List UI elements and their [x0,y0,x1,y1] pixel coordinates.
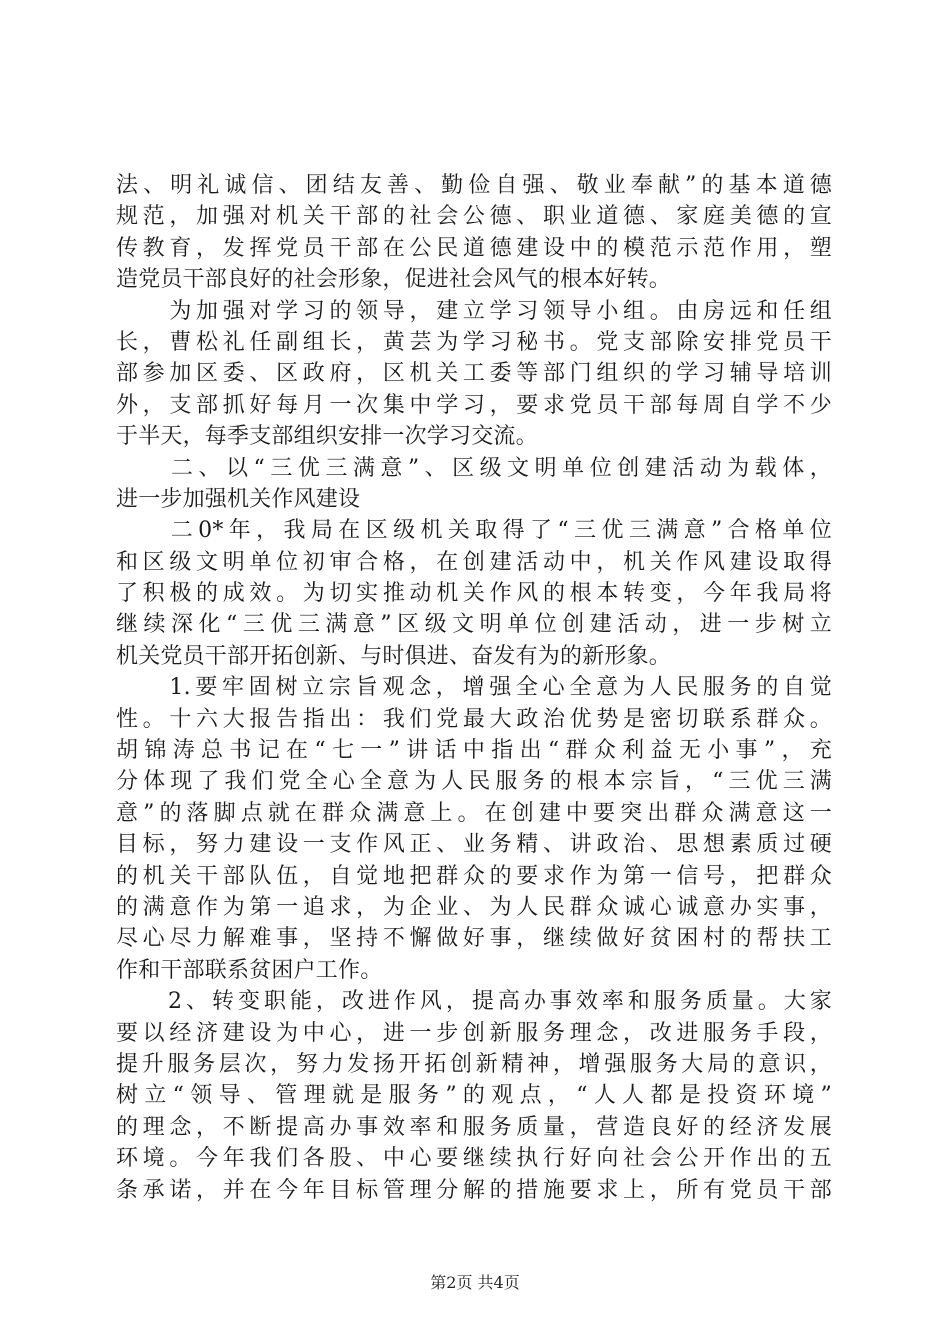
text-line: 进一步加强机关作风建设 [116,486,361,512]
text-line: 二0*年，我局在区级机关取得了“三优三满意”合格单位 [116,518,832,544]
text-line: 性。十六大报告指出：我们党最大政治优势是密切联系群众。 [116,706,832,732]
text-line: 尽心尽力解难事，坚持不懈做好事，继续做好贫困村的帮扶工 [116,926,832,952]
text-line: 外，支部抓好每月一次集中学习，要求党员干部每周自学不少 [116,392,832,418]
text-line: 造党员干部良好的社会形象，促进社会风气的根本好转。 [116,267,672,293]
text-line: 了积极的成效。为切实推动机关作风的根本转变，今年我局将 [116,581,832,607]
text-line: 胡锦涛总书记在“七一”讲话中指出“群众利益无小事”，充 [116,738,832,764]
text-line: 和区级文明单位初审合格，在创建活动中，机关作风建设取得 [116,549,832,575]
text-line: 传教育，发挥党员干部在公民道德建设中的模范示范作用，塑 [116,235,832,261]
text-line: 为加强对学习的领导，建立学习领导小组。由房远和任组 [116,298,832,324]
text-line: 分体现了我们党全心全意为人民服务的根本宗旨，“三优三满 [116,769,832,795]
text-line: 规范，加强对机关干部的社会公德、职业道德、家庭美德的宣 [116,204,832,230]
text-line: 的满意作为第一追求，为企业、为人民群众诚心诚意办实事， [116,894,832,920]
text-line: 作和干部联系贫困户工作。 [116,957,383,983]
text-line: 提升服务层次，努力发扬开拓创新精神，增强服务大局的意识， [116,1051,832,1077]
text-line: 的机关干部队伍，自觉地把群众的要求作为第一信号，把群众 [116,863,832,889]
text-line: 长，曹松礼任副组长，黄芸为学习秘书。党支部除安排党员干 [116,329,832,355]
text-line: 二、以“三优三满意”、区级文明单位创建活动为载体， [116,455,832,481]
text-line: 机关党员干部开拓创新、与时俱进、奋发有为的新形象。 [116,643,672,669]
text-line: 树立“领导、管理就是服务”的观点，“人人都是投资环境” [116,1083,832,1109]
text-line: 目标，努力建设一支作风正、业务精、讲政治、思想素质过硬 [116,832,832,858]
text-line: 于半天，每季支部组织安排一次学习交流。 [116,424,538,450]
text-line: 的理念，不断提高办事效率和服务质量，营造良好的经济发展 [116,1114,832,1140]
text-line: 意”的落脚点就在群众满意上。在创建中要突出群众满意这一 [116,800,832,826]
text-line: 继续深化“三优三满意”区级文明单位创建活动，进一步树立 [116,612,832,638]
text-line: 2、转变职能，改进作风，提高办事效率和服务质量。大家 [116,989,832,1015]
text-line: 环境。今年我们各股、中心要继续执行好向社会公开作出的五 [116,1146,832,1172]
document-body [116,170,832,1206]
text-line: 法、明礼诚信、团结友善、勤俭自强、敬业奉献”的基本道德 [116,173,832,198]
text-line: 条承诺，并在今年目标管理分解的措施要求上，所有党员干部 [116,1177,832,1203]
page-number-footer: 第2页 共4页 [430,1273,520,1292]
text-line: 1.要牢固树立宗旨观念，增强全心全意为人民服务的自觉 [116,675,832,701]
text-line: 部参加区委、区政府，区机关工委等部门组织的学习辅导培训 [116,361,832,387]
text-line: 要以经济建设为中心，进一步创新服务理念，改进服务手段， [116,1020,832,1046]
